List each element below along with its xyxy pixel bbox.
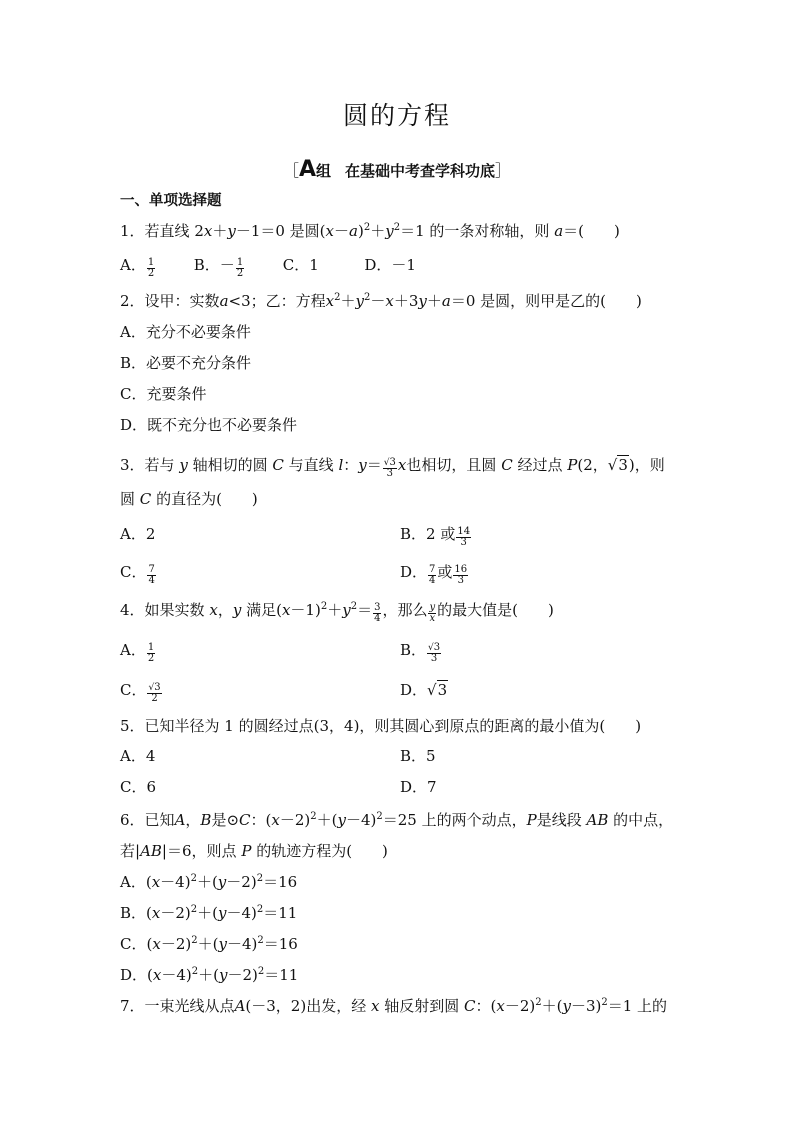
option-d: D．－1 bbox=[364, 256, 416, 274]
question-4-option-d: D．√3 bbox=[400, 681, 448, 699]
question-2-option-b: B．必要不充分条件 bbox=[120, 354, 252, 372]
question-6-line-2: 若|AB|＝6，则点 P 的轨迹方程为( ) bbox=[120, 842, 388, 860]
section-heading: 一、单项选择题 bbox=[120, 193, 222, 209]
bracket-open: ［ bbox=[282, 161, 299, 180]
question-5-option-d: D．7 bbox=[400, 778, 437, 796]
question-7: 7．一束光线从点A(－3，2)出发，经 x 轴反射到圆 C：$(x-2)^2+(y-3)^2=1$ 上的 bbox=[120, 997, 668, 1015]
question-2: 2．设甲：实数a<3；乙：方程$x^2+y^2-x+3y+a=0$ 是圆，则甲是乙的( ) bbox=[120, 292, 642, 310]
group-letter: A bbox=[298, 157, 316, 182]
question-6-option-c: C．$(x-2)^2+(y-4)^2=16$ bbox=[120, 935, 298, 953]
question-6-option-a: A．$(x-4)^2+(y-2)^2=16$ bbox=[120, 873, 298, 891]
question-5-option-c: C．6 bbox=[120, 778, 157, 796]
question-3-line-2: 圆 C 的直径为( ) bbox=[120, 490, 258, 508]
question-5-option-a: A．4 bbox=[120, 747, 156, 765]
question-4-option-c: C． $\frac{√3}{2}$ bbox=[120, 681, 161, 704]
question-4-option-a: A． $\frac{1}{2}$ bbox=[120, 641, 155, 664]
question-2-option-a: A．充分不必要条件 bbox=[120, 323, 251, 341]
question-1: 1．若直线 2x＋y－1＝0 是圆$(x-a)^2+y^2=1$ 的一条对称轴，则 a＝( ) bbox=[120, 222, 620, 240]
question-4: 4．如果实数 x，y 满足$(x-1)^2+y^2=$ $\frac{3}{4}$ ，那么 $\frac{y}{x}$ 的最大值是( ) bbox=[120, 601, 554, 624]
question-3-option-d: D． $\frac{7}{4}$ 或 $\frac{16}{3}$ bbox=[400, 563, 468, 586]
option-c: C．1 bbox=[282, 256, 319, 274]
group-text: 在基础中考查学科功底 bbox=[345, 162, 496, 180]
group-heading bbox=[0, 157, 794, 182]
question-6-option-b: B．$(x-2)^2+(y-4)^2=11$ bbox=[120, 904, 298, 922]
question-3-option-c: C． $\frac{7}{4}$ bbox=[120, 563, 155, 586]
page-title: 圆的方程 bbox=[342, 101, 451, 130]
question-1-options bbox=[120, 255, 416, 279]
bracket-close: ］ bbox=[495, 161, 512, 180]
question-2-option-d: D．既不充分也不必要条件 bbox=[120, 416, 298, 434]
question-5: 5．已知半径为 1 的圆经过点(3，4)，则其圆心到原点的距离的最小值为( ) bbox=[120, 717, 642, 735]
question-3: 3．若与 y 轴相切的圆 C 与直线 l：y＝ $\frac{√3}{3}$ x也相切，且圆 C 经过点 P(2，√3)，则 bbox=[120, 456, 665, 479]
question-3-option-a: A．2 bbox=[120, 525, 156, 543]
option-a: A． $\frac{1}{2}$ bbox=[120, 256, 155, 279]
question-3-option-b: B．2 或 $\frac{14}{3}$ bbox=[400, 525, 471, 548]
group-word: 组 bbox=[316, 162, 332, 180]
question-5-option-b: B．5 bbox=[400, 747, 436, 765]
question-6: 6．已知A，B是⊙C：$(x-2)^2+(y-4)^2=25$ 上的两个动点，P是线段 AB 的中点， bbox=[120, 811, 674, 829]
question-2-option-c: C．充要条件 bbox=[120, 385, 207, 403]
question-6-option-d: D．$(x-4)^2+(y-2)^2=11$ bbox=[120, 966, 299, 984]
option-b: B．－ $\frac{1}{2}$ bbox=[193, 256, 244, 279]
question-4-option-b: B． $\frac{√3}{3}$ bbox=[400, 641, 441, 664]
